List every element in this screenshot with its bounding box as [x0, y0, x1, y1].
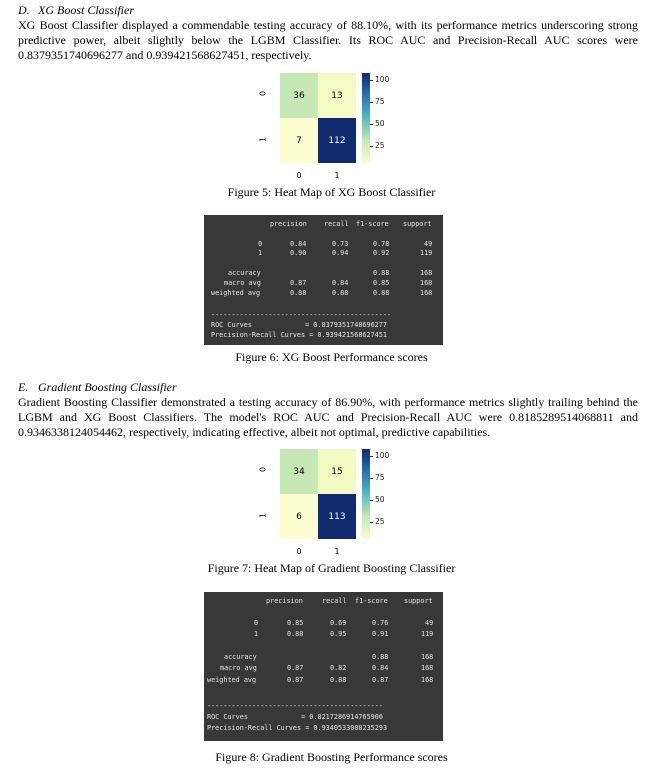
report-cell: 0.69: [330, 619, 347, 627]
heatmap-gradient-boosting: [258, 449, 398, 559]
figure-caption: Figure 7: Heat Map of Gradient Boosting Classifier: [207, 561, 456, 575]
section-paragraph: Gradient Boosting Classifier demonstrated a testing accuracy of 86.90%, with performance metrics slightly trailing behind the LGBM and XG Boost Classifiers. The model's ROC AUC and Precision-Recall AUC were 0.8185289514068811 and 0.9346338124054462, respectively, indicating effective, albeit not optimal, predictive capabilities.: [18, 395, 638, 439]
colorbar-tick: 100: [375, 451, 390, 460]
heatmap-cell: 6: [280, 494, 318, 539]
report-cell: weighted avg: [207, 676, 257, 684]
report-pr: Precision-Recall Curves = 0.939421568627451: [211, 331, 387, 339]
performance-report-xgboost: [204, 215, 443, 345]
colorbar: [362, 449, 370, 539]
colorbar-tick: 100: [375, 75, 390, 84]
heatmap-cell: 112: [318, 118, 356, 163]
colorbar: [362, 73, 370, 163]
report-cell: 0.87: [290, 279, 307, 287]
heatmap-cell: 7: [280, 118, 318, 163]
heatmap-row-label: 0: [258, 90, 268, 97]
report-cell: 0.90: [290, 249, 307, 257]
section-number: D.: [18, 3, 30, 17]
report-separator: -------------------------------------------: [207, 702, 383, 710]
report-separator: --------------------------------------------: [211, 311, 392, 319]
report-header: support: [403, 220, 432, 228]
report-cell: 119: [421, 630, 434, 638]
report-cell: 119: [420, 249, 433, 257]
report-cell: 0.87: [287, 664, 304, 672]
report-cell: 0.88: [332, 289, 349, 297]
report-cell: 0.88: [373, 269, 390, 277]
report-cell: 0.87: [372, 676, 389, 684]
report-header: precision: [270, 220, 307, 228]
report-roc: ROC Curves = 0.8379351740696277: [211, 321, 387, 329]
report-cell: 0.88: [290, 289, 307, 297]
report-cell: 168: [420, 279, 433, 287]
heatmap-row-label: 0: [258, 466, 268, 473]
report-cell: 0.94: [332, 249, 349, 257]
report-header: recall: [324, 220, 349, 228]
report-cell: 0.73: [332, 240, 349, 248]
colorbar-tick: 25: [375, 141, 385, 150]
report-cell: 49: [425, 619, 434, 627]
report-cell: accuracy: [228, 269, 261, 277]
section-number: E.: [18, 380, 29, 394]
heatmap-col-label: 0: [296, 171, 302, 180]
report-cell: 0.84: [332, 279, 349, 287]
report-cell: 0.84: [372, 664, 389, 672]
report-cell: macro avg: [224, 279, 261, 287]
report-cell: 168: [421, 653, 434, 661]
report-cell: 168: [420, 269, 433, 277]
report-cell: 0.82: [330, 664, 347, 672]
section-heading-e: [18, 380, 177, 394]
report-cell: 0.78: [373, 240, 390, 248]
report-cell: macro avg: [220, 664, 257, 672]
section-heading-d: [18, 3, 134, 17]
colorbar-tick: 50: [375, 495, 385, 504]
report-cell: 0: [254, 619, 259, 627]
section-title: XG Boost Classifier: [38, 3, 135, 17]
report-cell: 0.85: [287, 619, 304, 627]
heatmap-row-label: 1: [258, 512, 268, 519]
report-cell: 0.88: [372, 653, 389, 661]
heatmap-cell: 15: [318, 449, 356, 494]
report-header: support: [404, 597, 433, 605]
heatmap-row-label: 1: [258, 136, 268, 143]
section-paragraph: XG Boost Classifier displayed a commendable testing accuracy of 88.10%, with its performance metrics underscoring strong predictive power, albeit slightly below the LGBM Classifier. Its ROC AUC and Precision-Recall AUC scores were 0.8379351740696277 and 0.939421568627451, respectively.: [18, 18, 638, 62]
report-cell: 1: [254, 630, 259, 638]
heatmap-col-label: 1: [334, 171, 340, 180]
heatmap-cell: 34: [280, 449, 318, 494]
colorbar-tick: 75: [375, 473, 385, 482]
report-cell: 0.88: [373, 289, 390, 297]
report-cell: 0.91: [372, 630, 389, 638]
report-cell: 0.95: [330, 630, 347, 638]
report-cell: 168: [421, 664, 434, 672]
heatmap-xgboost: [258, 73, 398, 183]
heatmap-col-label: 1: [334, 547, 340, 556]
report-cell: 0: [258, 240, 263, 248]
colorbar-tick: 50: [375, 119, 385, 128]
report-cell: 0.92: [373, 249, 390, 257]
report-header: f1-score: [356, 220, 389, 228]
heatmap-cell: 36: [280, 73, 318, 118]
report-header: precision: [266, 597, 303, 605]
heatmap-cell: 113: [318, 494, 356, 539]
report-cell: 49: [424, 240, 433, 248]
report-pr: Precision-Recall Curves = 0.9340533088235293: [207, 724, 388, 732]
report-header: f1-score: [355, 597, 388, 605]
colorbar-tick: 25: [375, 517, 385, 526]
report-header: recall: [322, 597, 347, 605]
report-cell: 168: [420, 289, 433, 297]
heatmap-col-label: 0: [296, 547, 302, 556]
report-cell: 0.87: [287, 676, 304, 684]
report-cell: 1: [258, 249, 263, 257]
report-cell: 0.76: [372, 619, 389, 627]
section-title: Gradient Boosting Classifier: [38, 380, 177, 394]
figure-caption: Figure 5: Heat Map of XG Boost Classifier: [227, 185, 436, 199]
colorbar-tick: 75: [375, 97, 385, 106]
report-cell: 0.88: [287, 630, 304, 638]
figure-caption: Figure 6: XG Boost Performance scores: [235, 350, 428, 364]
report-cell: 0.84: [290, 240, 307, 248]
report-cell: accuracy: [224, 653, 257, 661]
figure-caption: Figure 8: Gradient Boosting Performance scores: [215, 750, 448, 764]
heatmap-cell: 13: [318, 73, 356, 118]
report-cell: 168: [421, 676, 434, 684]
report-cell: weighted avg: [211, 289, 261, 297]
report-cell: 0.85: [373, 279, 390, 287]
performance-report-gradient-boosting: [204, 592, 443, 741]
report-cell: 0.88: [330, 676, 347, 684]
report-roc: ROC Curves = 0.8217286914765906: [207, 713, 383, 721]
